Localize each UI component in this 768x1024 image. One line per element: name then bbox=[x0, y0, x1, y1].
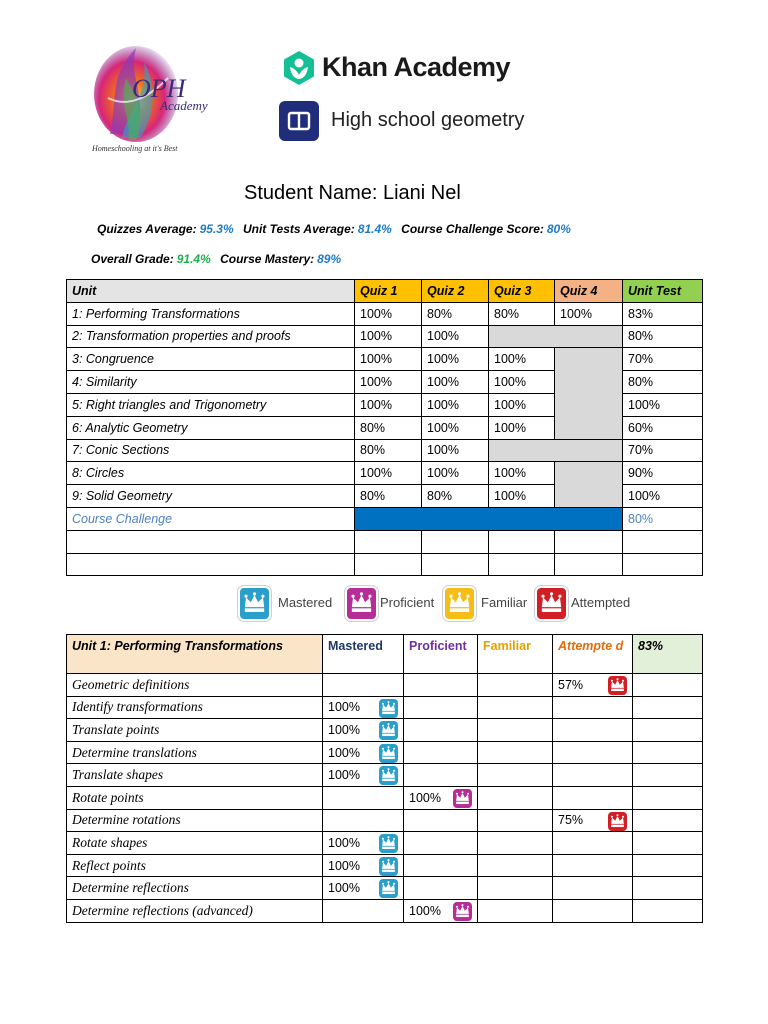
skill-empty-cell bbox=[633, 696, 703, 719]
attempted-crown-icon bbox=[608, 812, 627, 831]
skill-empty-cell bbox=[633, 786, 703, 809]
unit-name: 1: Performing Transformations bbox=[67, 302, 355, 325]
quiz-score: 100% bbox=[422, 439, 489, 462]
skill-proficient-cell bbox=[404, 764, 478, 787]
unit-test-score: 70% bbox=[623, 439, 703, 462]
quiz-score: 100% bbox=[489, 462, 555, 485]
no-quiz-cell bbox=[489, 439, 623, 462]
skill-familiar-cell bbox=[478, 832, 553, 855]
unit-1-title: Unit 1: Performing Transformations bbox=[67, 635, 323, 674]
skill-proficient-cell bbox=[404, 809, 478, 832]
quiz-score: 80% bbox=[422, 302, 489, 325]
mastered-crown-icon bbox=[379, 744, 398, 763]
no-quiz-cell bbox=[555, 348, 623, 439]
attempted-crown-icon bbox=[608, 676, 627, 695]
table-row bbox=[67, 325, 703, 348]
unit-test-score: 70% bbox=[623, 348, 703, 371]
legend-mastered-label: Mastered bbox=[278, 595, 333, 610]
skill-empty-cell bbox=[633, 899, 703, 922]
col-mastered: Mastered bbox=[323, 635, 404, 674]
skill-empty-cell bbox=[633, 832, 703, 855]
mastered-crown-icon bbox=[379, 879, 398, 898]
skill-mastered-cell bbox=[323, 854, 404, 877]
summary-header-row bbox=[67, 280, 703, 303]
skill-empty-cell bbox=[633, 854, 703, 877]
quiz-score: 100% bbox=[422, 462, 489, 485]
quiz-score: 100% bbox=[422, 393, 489, 416]
course-challenge-row bbox=[67, 507, 703, 530]
skill-attempted-cell bbox=[553, 696, 633, 719]
skill-familiar-cell bbox=[478, 854, 553, 877]
skill-score: 100% bbox=[328, 835, 360, 850]
unit-name: 3: Congruence bbox=[67, 348, 355, 371]
skill-score: 100% bbox=[328, 745, 360, 760]
skill-familiar-cell bbox=[478, 741, 553, 764]
grade-row bbox=[91, 252, 347, 266]
skill-score: 100% bbox=[328, 700, 360, 715]
legend-familiar-label: Familiar bbox=[481, 595, 528, 610]
skill-familiar-cell bbox=[478, 719, 553, 742]
skill-mastered-cell bbox=[323, 719, 404, 742]
skill-familiar-cell bbox=[478, 696, 553, 719]
quiz-score: 100% bbox=[489, 393, 555, 416]
course-challenge-label: Course Challenge bbox=[67, 507, 355, 530]
skill-score: 100% bbox=[328, 768, 360, 783]
student-name-label: Student Name: bbox=[244, 182, 378, 204]
skill-attempted-cell bbox=[553, 809, 633, 832]
overall-grade-value: 91.4% bbox=[176, 252, 211, 266]
student-name bbox=[244, 182, 461, 205]
skill-attempted-cell bbox=[553, 786, 633, 809]
unit-name: 8: Circles bbox=[67, 462, 355, 485]
quiz-score: 100% bbox=[489, 371, 555, 394]
legend-attempted-label: Attempted bbox=[571, 595, 631, 610]
skill-name: Determine reflections (advanced) bbox=[67, 899, 323, 922]
skill-empty-cell bbox=[633, 674, 703, 697]
skill-familiar-cell bbox=[478, 786, 553, 809]
skill-mastered-cell bbox=[323, 696, 404, 719]
table-row bbox=[67, 462, 703, 485]
skill-name: Determine reflections bbox=[67, 877, 323, 900]
table-row bbox=[67, 854, 703, 877]
familiar-crown-icon bbox=[443, 586, 476, 621]
quiz-score: 100% bbox=[355, 371, 422, 394]
skill-proficient-cell bbox=[404, 899, 478, 922]
quiz-score: 80% bbox=[355, 416, 422, 439]
course-title: High school geometry bbox=[331, 109, 525, 131]
skill-proficient-cell bbox=[404, 719, 478, 742]
skill-mastered-cell bbox=[323, 674, 404, 697]
table-row bbox=[67, 439, 703, 462]
no-quiz-cell bbox=[489, 325, 623, 348]
skill-name: Determine translations bbox=[67, 741, 323, 764]
skill-attempted-cell bbox=[553, 764, 633, 787]
col-attempted: Attempte d bbox=[553, 635, 633, 674]
header-unit-test: Unit Test bbox=[623, 280, 703, 303]
unit-1-score: 83% bbox=[633, 635, 703, 674]
unit-test-score: 100% bbox=[623, 485, 703, 508]
skill-attempted-cell bbox=[553, 741, 633, 764]
quizzes-average-label: Quizzes Average: bbox=[97, 222, 197, 236]
skill-name: Rotate shapes bbox=[67, 832, 323, 855]
unit-test-score: 83% bbox=[623, 302, 703, 325]
skill-name: Determine rotations bbox=[67, 809, 323, 832]
table-row bbox=[67, 719, 703, 742]
quiz-score: 100% bbox=[489, 416, 555, 439]
unit-test-score: 60% bbox=[623, 416, 703, 439]
quiz-score: 100% bbox=[355, 302, 422, 325]
skill-empty-cell bbox=[633, 877, 703, 900]
skill-familiar-cell bbox=[478, 764, 553, 787]
quiz-score: 100% bbox=[489, 485, 555, 508]
skill-score: 100% bbox=[328, 858, 360, 873]
unit-name: 4: Similarity bbox=[67, 371, 355, 394]
unit-name: 5: Right triangles and Trigonometry bbox=[67, 393, 355, 416]
mastered-crown-icon bbox=[379, 721, 398, 740]
header-quiz-3: Quiz 3 bbox=[489, 280, 555, 303]
quiz-score: 100% bbox=[422, 348, 489, 371]
table-row bbox=[67, 696, 703, 719]
skill-empty-cell bbox=[633, 719, 703, 742]
skill-name: Reflect points bbox=[67, 854, 323, 877]
skill-attempted-cell bbox=[553, 899, 633, 922]
mastered-crown-icon bbox=[379, 857, 398, 876]
skill-mastered-cell bbox=[323, 877, 404, 900]
skill-attempted-cell bbox=[553, 674, 633, 697]
skill-name: Identify transformations bbox=[67, 696, 323, 719]
mastered-crown-icon bbox=[238, 586, 271, 621]
quiz-score: 100% bbox=[355, 348, 422, 371]
quiz-score: 80% bbox=[422, 485, 489, 508]
header-quiz-2: Quiz 2 bbox=[422, 280, 489, 303]
quizzes-average-value: 95.3% bbox=[199, 222, 234, 236]
skill-score: 100% bbox=[409, 790, 441, 805]
table-row bbox=[67, 348, 703, 371]
course-mastery-value: 89% bbox=[317, 252, 342, 266]
quiz-score: 100% bbox=[355, 462, 422, 485]
oph-logo-tagline: Homeschooling at it's Best bbox=[92, 144, 178, 153]
unit-1-skills-table bbox=[66, 634, 703, 923]
skill-proficient-cell bbox=[404, 696, 478, 719]
unit-tests-average-value: 81.4% bbox=[357, 222, 392, 236]
skill-familiar-cell bbox=[478, 877, 553, 900]
unit-test-score: 90% bbox=[623, 462, 703, 485]
skill-mastered-cell bbox=[323, 832, 404, 855]
skill-empty-cell bbox=[633, 741, 703, 764]
unit-name: 9: Solid Geometry bbox=[67, 485, 355, 508]
unit-test-score: 80% bbox=[623, 371, 703, 394]
proficient-crown-icon bbox=[453, 902, 472, 921]
khan-academy-title: Khan Academy bbox=[322, 52, 511, 82]
skill-mastered-cell bbox=[323, 899, 404, 922]
unit-name: 2: Transformation properties and proofs bbox=[67, 325, 355, 348]
course-mastery-label: Course Mastery: bbox=[220, 252, 315, 266]
table-row bbox=[67, 302, 703, 325]
quiz-score: 80% bbox=[355, 485, 422, 508]
proficient-crown-icon bbox=[345, 586, 378, 621]
quiz-score: 80% bbox=[355, 439, 422, 462]
unit-tests-average-label: Unit Tests Average: bbox=[242, 222, 355, 236]
skill-name: Translate points bbox=[67, 719, 323, 742]
header-quiz-4: Quiz 4 bbox=[555, 280, 623, 303]
skill-familiar-cell bbox=[478, 674, 553, 697]
skill-proficient-cell bbox=[404, 741, 478, 764]
table-row bbox=[67, 786, 703, 809]
skill-mastered-cell bbox=[323, 764, 404, 787]
col-familiar: Familiar bbox=[478, 635, 553, 674]
quiz-score: 100% bbox=[422, 325, 489, 348]
overall-grade-label: Overall Grade: bbox=[91, 252, 174, 266]
skill-attempted-cell bbox=[553, 877, 633, 900]
skill-attempted-cell bbox=[553, 854, 633, 877]
skill-name: Translate shapes bbox=[67, 764, 323, 787]
no-quiz-cell bbox=[555, 462, 623, 508]
quiz-score: 100% bbox=[555, 302, 623, 325]
table-row bbox=[67, 674, 703, 697]
skill-score: 100% bbox=[409, 903, 441, 918]
header-unit: Unit bbox=[67, 280, 355, 303]
skill-proficient-cell bbox=[404, 877, 478, 900]
mastered-crown-icon bbox=[379, 766, 398, 785]
table-row bbox=[67, 899, 703, 922]
table-row bbox=[67, 832, 703, 855]
unit-name: 6: Analytic Geometry bbox=[67, 416, 355, 439]
course-challenge-score-value: 80% bbox=[546, 222, 571, 236]
skill-score: 57% bbox=[558, 677, 584, 692]
empty-row bbox=[67, 553, 703, 576]
skill-name: Geometric definitions bbox=[67, 674, 323, 697]
quiz-score: 100% bbox=[422, 416, 489, 439]
skill-empty-cell bbox=[633, 809, 703, 832]
skill-name: Rotate points bbox=[67, 786, 323, 809]
skill-proficient-cell bbox=[404, 854, 478, 877]
course-book-icon bbox=[279, 101, 319, 141]
attempted-crown-icon bbox=[535, 586, 568, 621]
unit-test-score: 80% bbox=[623, 325, 703, 348]
course-challenge-bar bbox=[355, 507, 623, 530]
course-challenge-score-label: Course Challenge Score: bbox=[401, 222, 544, 236]
quiz-score: 80% bbox=[489, 302, 555, 325]
skill-score: 75% bbox=[558, 813, 584, 828]
table-row bbox=[67, 741, 703, 764]
skill-attempted-cell bbox=[553, 719, 633, 742]
skill-mastered-cell bbox=[323, 741, 404, 764]
table-row bbox=[67, 809, 703, 832]
skill-familiar-cell bbox=[478, 809, 553, 832]
header-quiz-1: Quiz 1 bbox=[355, 280, 422, 303]
khan-academy-logo-icon bbox=[282, 50, 316, 86]
quiz-score: 100% bbox=[355, 393, 422, 416]
oph-logo-sub: Academy bbox=[160, 98, 208, 113]
col-proficient: Proficient bbox=[404, 635, 478, 674]
mastered-crown-icon bbox=[379, 834, 398, 853]
skill-score: 100% bbox=[328, 881, 360, 896]
proficient-crown-icon bbox=[453, 789, 472, 808]
skill-mastered-cell bbox=[323, 809, 404, 832]
skill-proficient-cell bbox=[404, 832, 478, 855]
empty-row bbox=[67, 530, 703, 553]
legend-proficient-label: Proficient bbox=[380, 595, 435, 610]
course-challenge-score: 80% bbox=[623, 507, 703, 530]
unit-summary-table bbox=[66, 279, 703, 576]
table-row bbox=[67, 764, 703, 787]
skill-score: 100% bbox=[328, 722, 360, 737]
quiz-score: 100% bbox=[489, 348, 555, 371]
quiz-score: 100% bbox=[422, 371, 489, 394]
skill-empty-cell bbox=[633, 764, 703, 787]
mastered-crown-icon bbox=[379, 699, 398, 718]
skill-mastered-cell bbox=[323, 786, 404, 809]
skill-attempted-cell bbox=[553, 832, 633, 855]
skill-familiar-cell bbox=[478, 899, 553, 922]
table-row bbox=[67, 877, 703, 900]
skill-proficient-cell bbox=[404, 674, 478, 697]
quiz-score: 100% bbox=[355, 325, 422, 348]
unit-1-header-row bbox=[67, 635, 703, 674]
student-name-value: Liani Nel bbox=[382, 182, 461, 204]
averages-row bbox=[97, 222, 577, 236]
unit-name: 7: Conic Sections bbox=[67, 439, 355, 462]
unit-test-score: 100% bbox=[623, 393, 703, 416]
skill-proficient-cell bbox=[404, 786, 478, 809]
oph-logo-word: OPH bbox=[132, 74, 186, 103]
